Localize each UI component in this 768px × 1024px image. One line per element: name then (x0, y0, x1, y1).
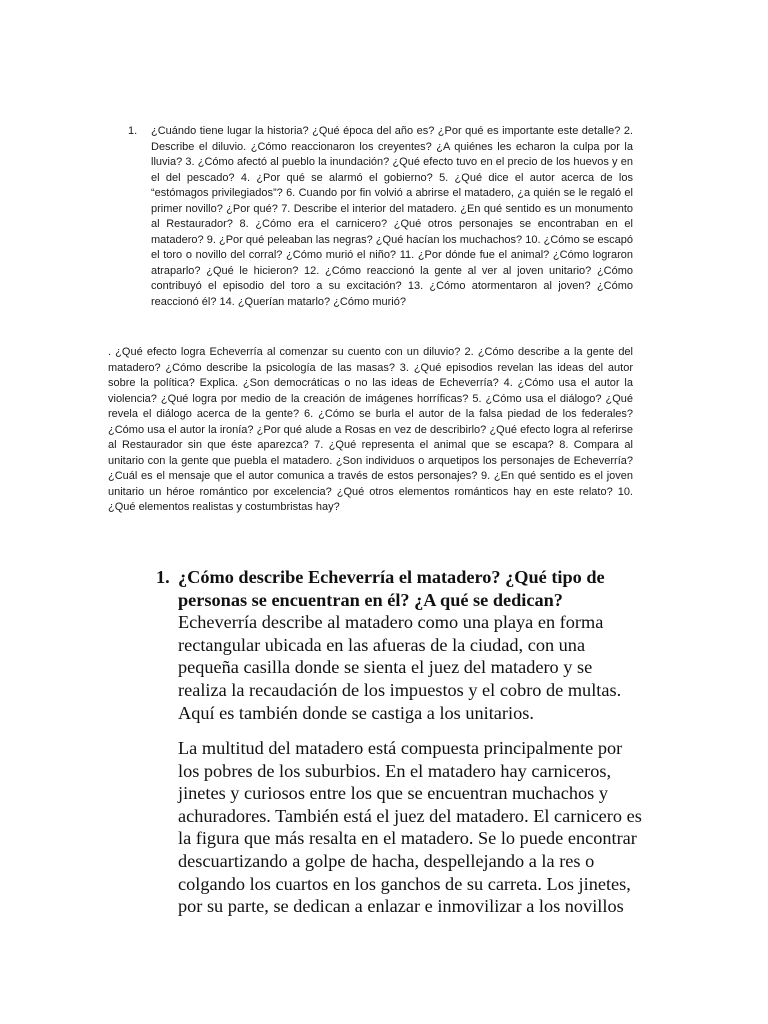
answer-heading: ¿Cómo describe Echeverría el matadero? ¿Qué tipo de personas se encuentran en él? ¿A qué se dedican? (178, 567, 605, 610)
answer-block (178, 566, 638, 724)
question-list-number: 1. (128, 125, 138, 137)
answer-number: 1. (156, 567, 170, 587)
question-list-2: . ¿Qué efecto logra Echeverría al comenzar su cuento con un diluvio? 2. ¿Cómo describe a la gente del matadero? ¿Cómo describe la psicología de las masas? 3. ¿Qué episodios revelan las ideas del autor sobre la política? Explica. ¿Son democráticas o no las ideas de Echeverría? 4. ¿Cómo usa el autor la violencia? ¿Qué logra por medio de la creación de imágenes horríficas? 5. ¿Cómo usa el diálogo? ¿Qué revela el diálogo acerca de la gente? 6. ¿Cómo se burla el autor de la falsa piedad de los federales? ¿Cómo usa el autor la ironía? ¿Por qué alude a Rosas en vez de describirlo? ¿Qué efecto logra al referirse al Restaurador sin que éste aparezca? 7. ¿Qué representa el animal que se escapa? 8. Compara al unitario con la gente que puebla el matadero. ¿Son individuos o arquetipos los personajes de Echeverría? ¿Cuál es el mensaje que el autor comunica a través de estos personajes? 9. ¿En qué sentido es el joven unitario un héroe romántico por excelencia? ¿Qué otros elementos románticos hay en este relato? 10. ¿Qué elementos realistas y costumbristas hay? (108, 346, 633, 513)
answer-paragraph-2: La multitud del matadero está compuesta principalmente por los pobres de los suburbios. En el matadero hay carniceros, jinetes y curiosos entre los que se encuentran muchachos y achuradores. También está el juez del matadero. El carnicero es la figura que más resalta en el matadero. Se lo puede encontrar descuartizando a golpe de hacha, despellejando a la res o colgando los cuartos en los ganchos de su carreta. Los jinetes, por su parte, se dedican a enlazar e inmovilizar a los novillos (178, 738, 642, 917)
answer-paragraph-1: Echeverría describe al matadero como una playa en forma rectangular ubicada en las afueras de la ciudad, con una pequeña casilla donde se sienta el juez del matadero y se realiza la recaudación de los impuestos y el cobro de multas. Aquí es también donde se castiga a los unitarios. (178, 612, 622, 723)
question-list-1: ¿Cuándo tiene lugar la historia? ¿Qué época del año es? ¿Por qué es importante este detalle? 2. Describe el diluvio. ¿Cómo reaccionaron los creyentes? ¿A quiénes les echaron la culpa por la lluvia? 3. ¿Cómo afectó al pueblo la inundación? ¿Qué efecto tuvo en el precio de los huevos y en el del pescado? 4. ¿Por qué se alarmó el gobierno? 5. ¿Qué dice el autor acerca de los “estómagos privilegiados”? 6. Cuando por fin volvió a abrirse el matadero, ¿a quién se le regaló el primer novillo? ¿Por qué? 7. Describe el interior del matadero. ¿En qué sentido es un monumento al Restaurador? 8. ¿Cómo era el carnicero? ¿Qué otros personajes se encontraban en el matadero? 9. ¿Por qué peleaban las negras? ¿Qué hacían los muchachos? 10. ¿Cómo se escapó el toro o novillo del corral? ¿Cómo murió el niño? 11. ¿Por dónde fue el animal? ¿Cómo lograron atraparlo? ¿Qué le hicieron? 12. ¿Cómo reaccionó la gente al ver al joven unitario? ¿Cómo contribuyó el episodio del toro a su excitación? 13. ¿Cómo atormentaron al joven? ¿Cómo reaccionó él? 14. ¿Querían matarlo? ¿Cómo murió? (151, 125, 633, 308)
